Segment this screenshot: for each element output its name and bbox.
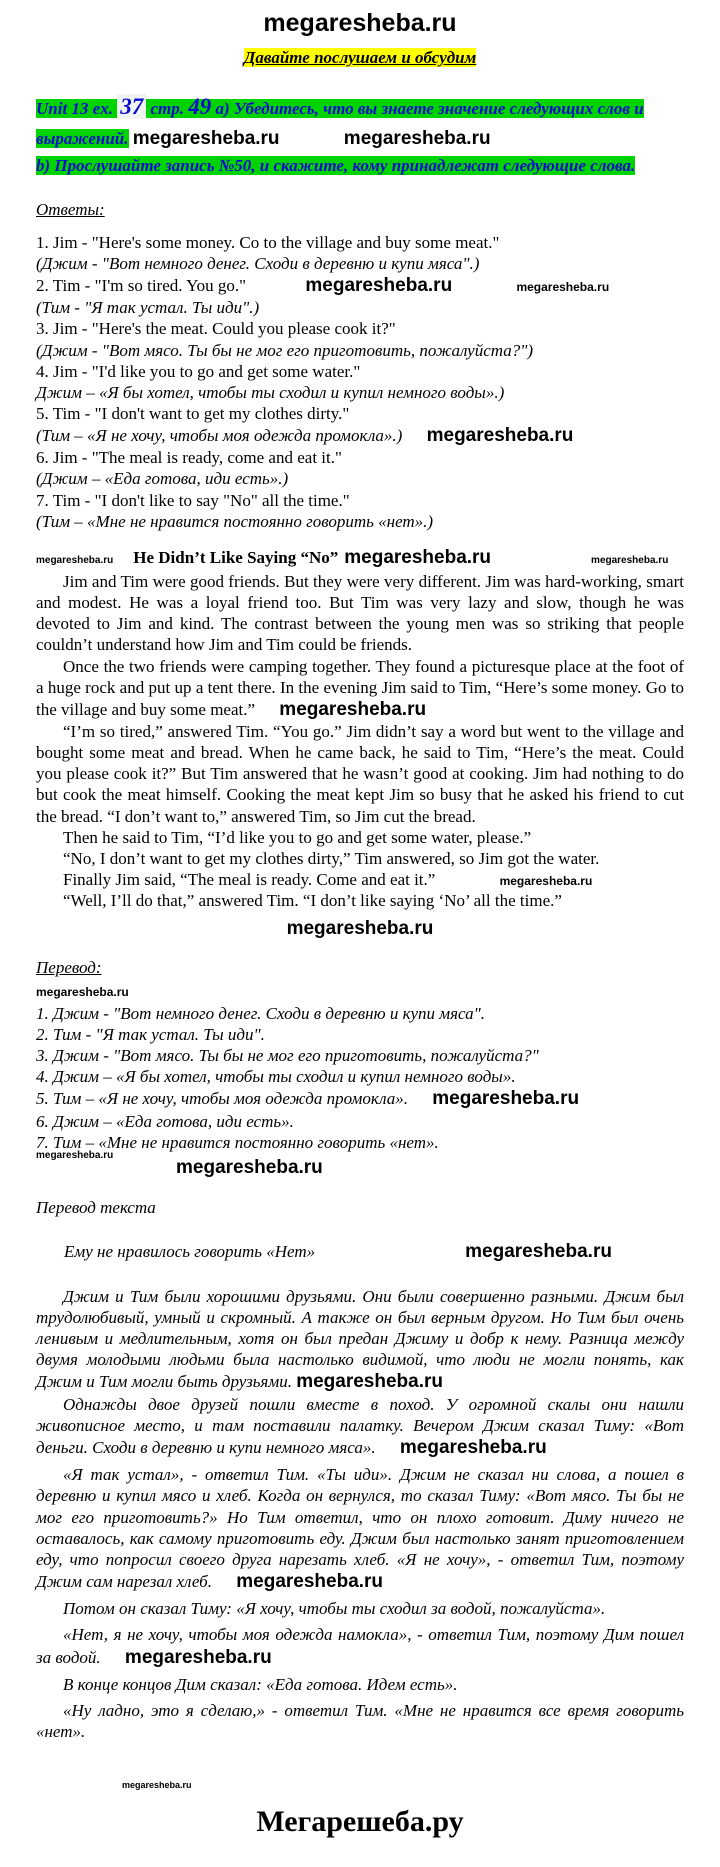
answer-en <box>36 274 684 298</box>
story-paragraph: “Well, I’ll do that,” answered Tim. “I don’t like saying ‘No’ all the time.” <box>63 890 562 910</box>
story-ru-paragraph: В конце концов Дим сказал: «Еда готова. Идем есть». <box>63 1675 458 1695</box>
watermark-line <box>36 917 684 941</box>
task-part-a-text: a) Убедитесь, что вы знаете значение следующих слов и выражений. <box>36 99 644 148</box>
watermark: megaresheba.ru <box>516 279 610 294</box>
page-footer <box>36 1772 684 1840</box>
answer-en: 7. Tim - "I don't like to say "No" all the time." <box>36 490 350 510</box>
answer-item <box>36 490 684 532</box>
story-paragraph <box>36 869 684 890</box>
watermark: megaresheba.ru <box>36 554 114 566</box>
translation-item: 1. Джим - "Вот немного денег. Сходи в деревню и купи мяса". <box>36 1003 486 1023</box>
story-paragraph: Jim and Tim were good friends. But they were very different. Jim was hard-working, smart and modest. He was a loyal friend too. But Tim was very lazy and slow, though he was devoted to Jim and kind. The contrast between the young men was so striking that people couldn’t understand how Jim and Tim could be friends. <box>36 572 684 655</box>
story-ru-paragraph-text: Джим и Тим были хорошими друзьями. Они были совершенно разными. Джим был трудолюбивый, умный и скромный. А также он был верным другом. Но Тим был очень ленивым и медлительным, хотя он был предан Джиму и добр к нему. Разница между двумя молодыми людьми была настолько видимой, что люди не могли понять, как Джим и Тим могли быть друзьями. <box>36 1286 684 1392</box>
watermark: megaresheba.ru <box>591 554 669 566</box>
story-ru-paragraph <box>36 1286 684 1394</box>
exercise-number: 37 <box>117 94 146 119</box>
watermark: megaresheba.ru <box>499 873 593 888</box>
watermark: megaresheba.ru <box>36 1150 114 1161</box>
answers-section <box>36 199 684 532</box>
russian-story-title: Ему не нравилось говорить «Нет» <box>64 1242 316 1262</box>
answers-label: Ответы: <box>36 199 105 219</box>
answer-item <box>36 403 684 448</box>
watermark: megaresheba.ru <box>426 424 574 446</box>
answer-ru: (Джим – «Еда готова, иди есть».) <box>36 469 289 489</box>
answer-ru: (Тим – «Мне не нравится постоянно говорить «нет».) <box>36 511 434 531</box>
story-ru-paragraph <box>36 1624 684 1669</box>
answers-label-line <box>36 199 684 220</box>
watermark: megaresheba.ru <box>296 1371 443 1393</box>
story-ru-paragraph: «Ну ладно, это я сделаю,» - ответил Тим. «Мне не нравится все время говорить «нет». <box>36 1701 684 1742</box>
story-paragraph <box>36 656 684 722</box>
story-ru-paragraph <box>36 1394 684 1460</box>
answer-ru: (Джим - "Вот немного денег. Сходи в деревню и купи мяса".) <box>36 253 480 273</box>
watermark: megaresheba.ru <box>344 546 492 568</box>
answer-item <box>36 361 684 403</box>
story-english-section <box>36 546 684 941</box>
watermark: megaresheba.ru <box>132 127 280 149</box>
translation-item <box>36 1087 684 1111</box>
watermark: megaresheba.ru <box>122 1780 192 1791</box>
story-paragraph: “No, I don’t want to get my clothes dirty,” Tim answered, so Jim got the water. <box>63 848 600 868</box>
story-paragraph: “I’m so tired,” answered Tim. “You go.” Jim didn’t say a word but went to the village and bought some meat and bread. When he came back, he said to Tim, “Here’s the meat. Could you please cook it?” But Tim answered that he wasn’t good at cooking. Jim had nothing to do but cook the meat himself. Cooking the meat kept Jim so busy that he asked his friend to cut the bread. “I don’t want to,” answered Tim, so Jim cut the bread. <box>36 722 684 826</box>
translation-label-line <box>36 957 684 978</box>
translation-item: 7. Тим – «Мне не нравится постоянно говорить «нет». <box>36 1132 439 1152</box>
watermark: megaresheba.ru <box>399 1436 547 1458</box>
watermark: megaresheba.ru <box>286 917 434 939</box>
answer-item <box>36 447 684 489</box>
translation-section <box>36 957 684 1180</box>
translation-label: Перевод: <box>36 957 102 977</box>
answer-en-text: 2. Tim - "I'm so tired. You go." <box>36 275 247 295</box>
footer-site-title: Мегарешеба.ру <box>256 1805 464 1839</box>
answer-ru <box>36 424 684 448</box>
answer-item <box>36 274 684 319</box>
answer-ru: (Тим - "Я так устал. Ты иди".) <box>36 298 260 318</box>
story-ru-paragraph: Потом он сказал Тиму: «Я хочу, чтобы ты сходил за водой, пожалуйста». <box>63 1599 606 1619</box>
watermark-line <box>122 1772 684 1793</box>
story-ru-paragraph <box>36 1464 684 1593</box>
answer-en: 6. Jim - "The meal is ready, come and eat it." <box>36 448 342 468</box>
answer-ru: Джим – «Я бы хотел, чтобы ты сходил и купил немного воды».) <box>36 382 505 402</box>
watermark: megaresheba.ru <box>236 1570 384 1592</box>
answer-ru-text: (Тим – «Я не хочу, чтобы моя одежда промокла».) <box>36 425 403 445</box>
watermark: megaresheba.ru <box>176 1156 323 1178</box>
translation-item: 2. Тим - "Я так устал. Ты иди". <box>36 1024 265 1044</box>
watermark: megaresheba.ru <box>36 984 129 999</box>
translation-item: 3. Джим - "Вот мясо. Ты бы не мог его приготовить, пожалуйста?" <box>36 1045 539 1065</box>
site-title: megaresheba.ru <box>263 9 457 37</box>
russian-story-title-line <box>36 1240 684 1264</box>
task-block <box>36 90 684 179</box>
story-paragraph: Then he said to Tim, “I’d like you to go and get some water, please.” <box>63 827 532 847</box>
story-ru-paragraph-text: «Я так устал», - ответил Тим. «Ты иди». Джим не сказал ни слова, а пошел в деревню и купил мясо и хлеб. Когда он вернулся, то сказал Тиму: «Вот мясо. Ты бы не мог его приготовить?» Но Тим ответил, что он плохо готовит. Диму ничего не оставалось, как самому приготовить еду. Джим был настолько занят приготовлением еду, что попросил своего друга нарезать хлеб. «Я не хочу», - ответил Тим, поэтому Джим сам нарезал хлеб. <box>36 1465 684 1591</box>
watermark-line <box>176 1156 684 1180</box>
watermark: megaresheba.ru <box>305 274 453 296</box>
text-translation-label: Перевод текста <box>36 1198 156 1218</box>
story-russian-section <box>36 1150 684 1742</box>
watermark: megaresheba.ru <box>124 1646 272 1668</box>
watermark: megaresheba.ru <box>432 1087 580 1109</box>
story-paragraph-text: Finally Jim said, “The meal is ready. Come and eat it.” <box>63 869 436 889</box>
task-part-b: b) Прослушайте запись №50, и скажите, кому принадлежат следующие слова. <box>36 156 636 176</box>
task-unit-prefix: Unit 13 ex. <box>36 99 113 119</box>
watermark-line <box>36 980 684 1001</box>
lesson-heading-wrap <box>36 47 684 68</box>
story-ru-paragraph-text: Однажды двое друзей пошли вместе в поход. У огромной скалы они нашли живописное место, и там поставили палатку. Вечером Джим сказал Тиму: «Вот деньги. Сходи в деревню и купи немного мяса». <box>36 1394 684 1457</box>
translation-item: 4. Джим – «Я бы хотел, чтобы ты сходил и купил немного воды». <box>36 1066 516 1086</box>
page-number: 49 <box>188 94 212 120</box>
story-title-line <box>36 546 684 570</box>
translation-item: 6. Джим – «Еда готова, иди есть». <box>36 1111 294 1131</box>
answer-item <box>36 232 684 274</box>
story-paragraph-text: Once the two friends were camping together. They found a picturesque place at the foot of a huge rock and put up a tent there. In the evening Jim said to Tim, “Here’s some money. Go to the village and buy some meat.” <box>36 656 684 719</box>
page-label: стр. <box>150 99 185 119</box>
answer-en: 1. Jim - "Here's some money. Co to the village and buy some meat." <box>36 232 500 252</box>
answer-en: 5. Tim - "I don't want to get my clothes dirty." <box>36 403 350 423</box>
story-title: He Didn’t Like Saying “No” <box>133 547 339 567</box>
translation-item-text: 5. Тим – «Я не хочу, чтобы моя одежда промокла». <box>36 1088 409 1108</box>
lesson-heading: Давайте послушаем и обсудим <box>243 48 477 67</box>
watermark: megaresheba.ru <box>279 698 427 720</box>
answer-item <box>36 318 684 360</box>
story-ru-paragraph-text: «Нет, я не хочу, чтобы моя одежда намокла», - ответил Тим, поэтому Дим пошел за водой. <box>36 1625 684 1667</box>
watermark: megaresheba.ru <box>343 127 491 149</box>
task-part-a <box>36 94 644 148</box>
watermark: megaresheba.ru <box>465 1241 612 1263</box>
answer-en: 4. Jim - "I'd like you to go and get some water." <box>36 361 361 381</box>
answer-ru: (Джим - "Вот мясо. Ты бы не мог его приготовить, пожалуйста?") <box>36 340 534 360</box>
answer-en: 3. Jim - "Here's the meat. Could you please cook it?" <box>36 319 396 339</box>
